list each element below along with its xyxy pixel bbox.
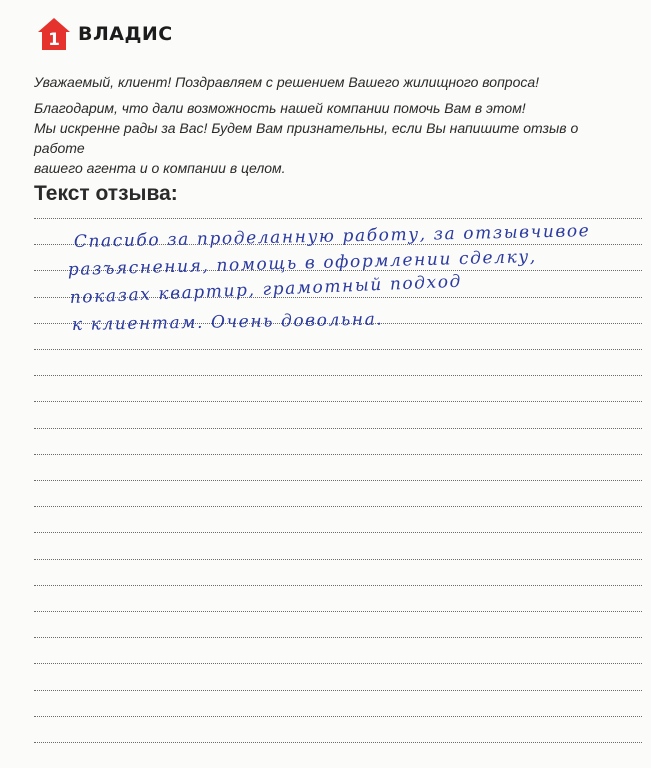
ruled-line (34, 297, 642, 298)
ruled-line (34, 480, 642, 481)
handwritten-line-1: Спасибо за проделанную работу, за отзывчивое (73, 221, 591, 252)
ruled-line (34, 637, 642, 638)
ruled-line (34, 611, 642, 612)
handwritten-line-2: разъяснения, помощь в оформлении сделку, (67, 246, 538, 280)
intro-line-3: вашего агента и о компании в целом. (34, 160, 286, 176)
ruled-line (34, 454, 642, 455)
ruled-line (34, 349, 642, 350)
handwritten-line-4: к клиентам. Очень довольна. (71, 309, 384, 335)
ruled-line (34, 742, 642, 743)
greeting-text: Уважаемый, клиент! Поздравляем с решением Вашего жилищного вопроса! (34, 74, 540, 90)
intro-line-2: Мы искренне рады за Вас! Будем Вам признательны, если Вы напишите отзыв о работе (34, 120, 579, 156)
ruled-line (34, 690, 642, 691)
ruled-lines (34, 0, 642, 768)
ruled-line (34, 716, 642, 717)
ruled-line (34, 428, 642, 429)
review-heading: Текст отзыва: (34, 182, 178, 205)
ruled-line (34, 244, 642, 245)
ruled-line (34, 506, 642, 507)
ruled-line (34, 218, 642, 219)
ruled-line (34, 585, 642, 586)
ruled-line (34, 559, 642, 560)
ruled-line (34, 323, 642, 324)
logo-digit: 1 (48, 30, 60, 50)
ruled-line (34, 270, 642, 271)
ruled-line (34, 532, 642, 533)
ruled-line (34, 663, 642, 664)
ruled-line (34, 401, 642, 402)
handwritten-line-3: показах квартир, грамотный подход (69, 271, 463, 308)
intro-line-1: Благодарим, что дали возможность нашей компании помочь Вам в этом! (34, 100, 526, 116)
brand-name: ВЛАДИС (78, 23, 173, 45)
ruled-line (34, 375, 642, 376)
